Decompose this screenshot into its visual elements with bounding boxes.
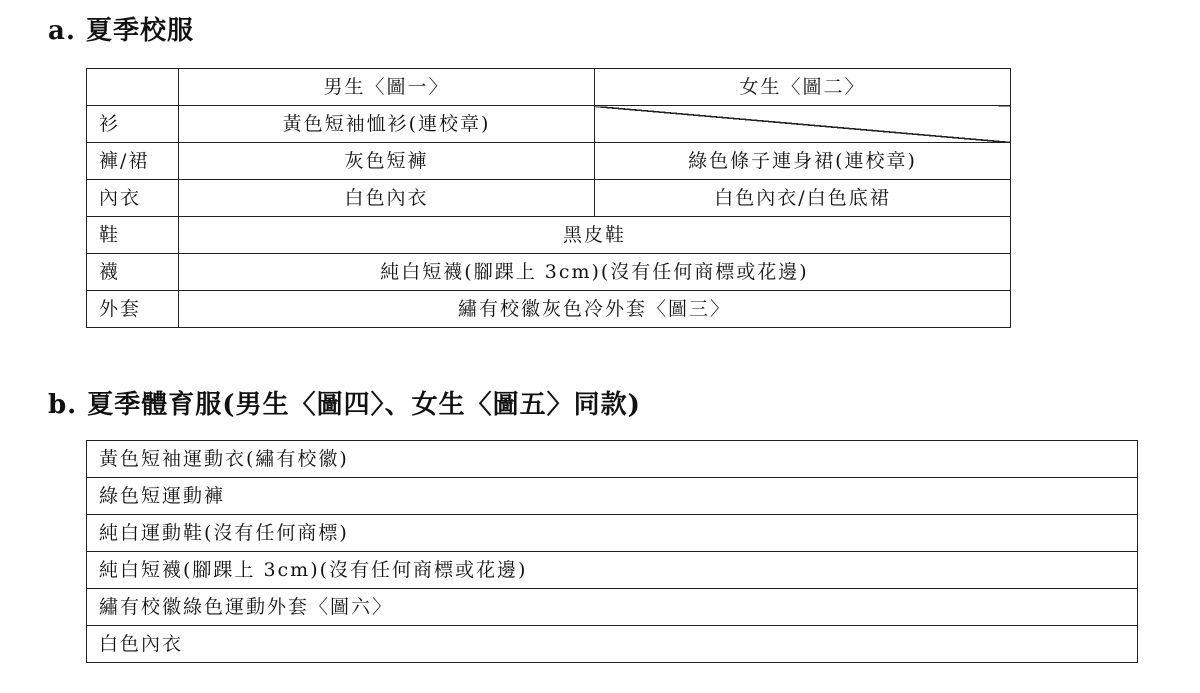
table-row (87, 180, 1011, 217)
female-cell-not-applicable (595, 106, 1011, 143)
summer-uniform-table (86, 68, 1011, 328)
row-item-cell: 內衣 (87, 180, 179, 217)
row-item-cell: 外套 (87, 291, 179, 328)
list-item: 白色內衣 (87, 626, 1138, 663)
shared-cell: 純白短襪(腳踝上 3cm)(沒有任何商標或花邊) (179, 254, 1011, 291)
table-row (87, 254, 1011, 291)
female-cell: 白色內衣/白色底裙 (595, 180, 1011, 217)
row-item-cell: 襪 (87, 254, 179, 291)
table-row (87, 515, 1138, 552)
list-item: 純白短襪(腳踝上 3cm)(沒有任何商標或花邊) (87, 552, 1138, 589)
table-row (87, 291, 1011, 328)
header-corner-cell (87, 69, 179, 106)
row-item-cell: 衫 (87, 106, 179, 143)
header-male-cell: 男生〈圖一〉 (179, 69, 595, 106)
male-cell: 白色內衣 (179, 180, 595, 217)
header-female-cell: 女生〈圖二〉 (595, 69, 1011, 106)
row-item-cell: 褲/裙 (87, 143, 179, 180)
male-cell: 灰色短褲 (179, 143, 595, 180)
table-header-row (87, 69, 1011, 106)
table-row (87, 106, 1011, 143)
table-row (87, 626, 1138, 663)
section-a-title: a. 夏季校服 (48, 16, 194, 46)
section-b-title: b. 夏季體育服(男生〈圖四〉、女生〈圖五〉同款) (48, 390, 641, 420)
shared-cell: 黑皮鞋 (179, 217, 1011, 254)
table-row (87, 217, 1011, 254)
list-item: 黃色短袖運動衣(繡有校徽) (87, 441, 1138, 478)
table-row (87, 478, 1138, 515)
shared-cell: 繡有校徽灰色冷外套〈圖三〉 (179, 291, 1011, 328)
table-row (87, 589, 1138, 626)
row-item-cell: 鞋 (87, 217, 179, 254)
list-item: 綠色短運動褲 (87, 478, 1138, 515)
male-cell: 黃色短袖恤衫(連校章) (179, 106, 595, 143)
list-item: 純白運動鞋(沒有任何商標) (87, 515, 1138, 552)
female-cell: 綠色條子連身裙(連校章) (595, 143, 1011, 180)
sports-uniform-table (86, 440, 1138, 663)
table-row (87, 552, 1138, 589)
table-row (87, 143, 1011, 180)
table-row (87, 441, 1138, 478)
list-item: 繡有校徽綠色運動外套〈圖六〉 (87, 589, 1138, 626)
